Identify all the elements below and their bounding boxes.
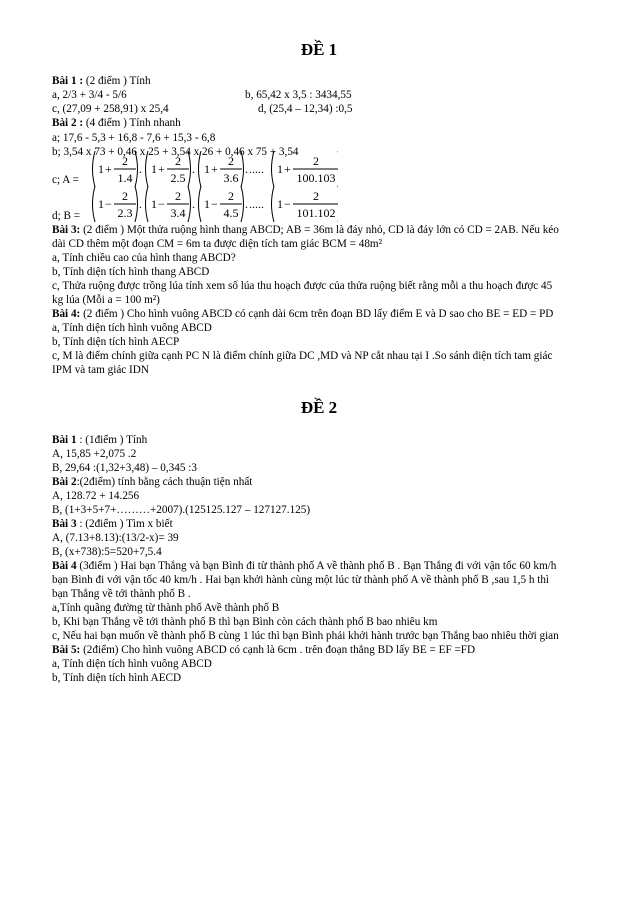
- de1-bai4-text1: (2 điểm ) Cho hình vuông ABCD có cạnh dài 6cm trên đoạn BD lấy điểm E và D sao cho BE = ED = PD: [80, 308, 554, 320]
- de2-bai2-b: B, (1+3+5+7+………+2007).(125125.127 – 127127.125): [52, 504, 311, 516]
- formula-b-op: −: [105, 197, 112, 211]
- de2-bai4-a: a,Tính quãng đường từ thành phố Avề thành phố B: [52, 602, 280, 614]
- formula-b-paren-open: [146, 186, 149, 222]
- formula-b-dot: .: [192, 197, 195, 211]
- de1-bai3-label: Bài 3:: [52, 224, 81, 236]
- de2-title: ĐỀ 2: [300, 398, 338, 417]
- formula-a-one: 1: [98, 162, 104, 176]
- de1-bai1-b: b, 65,42 x 3,5 : 3434,55: [245, 89, 352, 101]
- formula-a-one: 1: [151, 162, 157, 176]
- de2-bai3-heading: [52, 517, 173, 531]
- formula-b-denominator: 2.3: [117, 206, 133, 220]
- de2-bai1-heading: [52, 433, 147, 447]
- de2-bai1-desc: : (1điểm ) Tính: [76, 434, 148, 446]
- de1-bai4-a: a, Tính diện tích hình vuông ABCD: [52, 322, 212, 334]
- de1-bai3-c1: c, Thửa ruộng được trồng lúa tính xem số lúa thu hoạch được của thửa ruộng biết rằng mỗi a thu hoạch được 45: [52, 280, 553, 292]
- de1-title: ĐỀ 1: [300, 40, 338, 59]
- formula-b-dot: .: [139, 197, 142, 211]
- formula-b-op: −: [211, 197, 218, 211]
- formula-b-dots: .....: [249, 197, 264, 211]
- formula-a-dot: .: [192, 162, 195, 176]
- de2-bai1-label: Bài 1: [52, 434, 77, 446]
- de1-bai1-c: c, (27,09 + 258,91) x 25,4: [52, 103, 169, 115]
- formula-a-denominator: 2.5: [170, 171, 186, 185]
- formula-b-dot: .: [245, 197, 248, 211]
- de2-bai1-b: B, 29,64 :(1,32+3,48) – 0,345 :3: [52, 462, 197, 474]
- de1-bai4-c1: c, M là điểm chính giữa cạnh PC N là điểm chính giữa DC ,MD và NP cắt nhau tại I .So sánh diện tích tam giác: [52, 350, 553, 362]
- de1-bai2-desc: (4 điểm ) Tính nhanh: [83, 117, 181, 129]
- de1-bai3-b: b, Tính diện tích hình thang ABCD: [52, 266, 210, 278]
- formula-a-paren-open: [199, 151, 202, 187]
- de1-bai3-line2: dài CD thêm một đoạn CM = 6m ta được diện tích tam giác BCM = 48m²: [52, 238, 382, 250]
- formula-b-one: 1: [204, 197, 210, 211]
- de1-bai4-c2: IPM và tam giác IDN: [52, 364, 149, 376]
- de2-bai4-b: b, Khi bạn Thắng về tới thành phố B thì bạn Bình còn cách thành phố B bao nhiêu km: [52, 616, 438, 628]
- formula-a-op: +: [211, 162, 218, 176]
- de2-bai5-text1: (2điểm) Cho hình vuông ABCD có cạnh là 6cm . trên đoạn thẳng BD lấy BE = EF =FD: [80, 644, 476, 656]
- formula-a-one: 1: [277, 162, 283, 176]
- formula-b-paren-open: [199, 186, 202, 222]
- de2-bai3-label: Bài 3: [52, 518, 77, 530]
- formula-b-numerator: 2: [175, 189, 181, 203]
- formula-a-op: +: [284, 162, 291, 176]
- formula-a-dot: .: [139, 162, 142, 176]
- de2-bai3-a: A, (7.13+8.13):(13/2-x)= 39: [52, 532, 179, 544]
- de1-bai2-b: b; 3,54 x 73 + 0,46 x 25 + 3,54 x 26 + 0,46 x 75 + 3,54: [52, 146, 299, 158]
- de1-bai2-heading: [52, 116, 181, 130]
- de1-bai3-line1: [52, 223, 559, 237]
- de1-bai1-label: Bài 1 :: [52, 75, 84, 87]
- formula-a-numerator: 2: [228, 154, 234, 168]
- formula-b-op: −: [284, 197, 291, 211]
- de2-bai2-heading: [52, 475, 252, 489]
- formula-a-paren-open: [146, 151, 149, 187]
- de2-bai3-desc: : (2điểm ) Tìm x biết: [76, 518, 173, 530]
- de1-bai2-d-label: d; B =: [52, 210, 81, 222]
- de1-bai2-c-label: c; A =: [52, 174, 79, 186]
- de2-bai2-label: Bài 2: [52, 476, 77, 488]
- de2-bai2-a: A, 128.72 + 14.256: [52, 490, 140, 502]
- de2-bai4-line2: bạn Bình đi với vận tốc 40 km/h . Hai bạn khởi hành cùng một lúc từ thành phố A về thành phố B ,sau 1,5 h thì: [52, 574, 550, 586]
- de1-bai2-a: a; 17,6 - 5,3 + 16,8 - 7,6 + 15,3 - 6,8: [52, 132, 216, 144]
- de1-bai1-a: a, 2/3 + 3/4 - 5/6: [52, 89, 127, 101]
- formula-b-numerator: 2: [228, 189, 234, 203]
- formula-b-numerator: 2: [313, 189, 319, 203]
- de1-bai1-desc: (2 điểm ) Tính: [83, 75, 151, 87]
- formula-b-numerator: 2: [122, 189, 128, 203]
- formula-b-denominator: 101.102: [296, 206, 336, 220]
- formula-b-one: 1: [151, 197, 157, 211]
- formula-a-denominator: 3.6: [223, 171, 239, 185]
- de2-bai4-line1: [52, 559, 556, 573]
- formula-a-op: +: [158, 162, 165, 176]
- formula-a-dots: .....: [249, 162, 264, 176]
- formula-a-one: 1: [204, 162, 210, 176]
- de1-bai3-a: a, Tính chiều cao của hình thang ABCD?: [52, 252, 236, 264]
- formula-a-denominator: 100.103: [296, 171, 336, 185]
- formula-b-denominator: 4.5: [223, 206, 239, 220]
- formula-a-numerator: 2: [313, 154, 319, 168]
- de2-bai5-label: Bài 5:: [52, 644, 81, 656]
- formula-b-paren-open: [93, 186, 96, 222]
- formula-a-dot: .: [245, 162, 248, 176]
- formula-a-numerator: 2: [175, 154, 181, 168]
- de2-bai2-desc: :(2điểm) tính bằng cách thuận tiện nhất: [76, 476, 253, 488]
- de2-bai4-text1: (3điểm ) Hai bạn Thắng và bạn Bình đi từ thành phố A về thành phố B . Bạn Thắng đi với vận tốc 60 km/h: [76, 560, 557, 572]
- de1-bai3-c2: kg lúa (Mỗi a = 100 m²): [52, 294, 160, 306]
- de2-bai1-a: A, 15,85 +2,075 .2: [52, 448, 137, 460]
- de2-bai5-a: a, Tính diện tích hình vuông ABCD: [52, 658, 212, 670]
- formula-a-numerator: 2: [122, 154, 128, 168]
- formula-a-paren-open: [272, 151, 275, 187]
- formula-b-one: 1: [98, 197, 104, 211]
- formula-a-op: +: [105, 162, 112, 176]
- de1-bai4-label: Bài 4:: [52, 308, 81, 320]
- formula-b-paren-open: [272, 186, 275, 222]
- de1-bai4-line1: [52, 307, 553, 321]
- formula-a-paren-open: [93, 151, 96, 187]
- de1-bai4-b: b, Tính diện tích hình AECP: [52, 336, 180, 348]
- formula-b: [88, 183, 338, 225]
- formula-b-one: 1: [277, 197, 283, 211]
- de1-bai3-text1: (2 điểm ) Một thửa ruộng hình thang ABCD; AB = 36m là đáy nhỏ, CD là đáy lớn có CD = 2AB. Nếu kéo: [80, 224, 559, 236]
- formula-b-op: −: [158, 197, 165, 211]
- de2-bai5-b: b, Tính diện tích hình AECD: [52, 672, 182, 684]
- de2-bai4-label: Bài 4: [52, 560, 77, 572]
- de2-bai5-line1: [52, 643, 475, 657]
- de1-bai1-d: d, (25,4 – 12,34) :0,5: [258, 103, 353, 115]
- de2-bai3-b: B, (x+738):5=520+7,5.4: [52, 546, 162, 558]
- formula-a-denominator: 1.4: [117, 171, 133, 185]
- de1-bai2-label: Bài 2 :: [52, 117, 84, 129]
- de2-bai4-line3: bạn Thắng về tới thành phố B .: [52, 588, 191, 600]
- de2-bai4-c: c, Nếu hai bạn muốn về thành phố B cùng 1 lúc thì bạn Bình phải khởi hành trước bạn Thắng bao nhiêu thời gian: [52, 630, 559, 642]
- de1-bai1-heading: [52, 74, 151, 88]
- formula-b-denominator: 3.4: [170, 206, 186, 220]
